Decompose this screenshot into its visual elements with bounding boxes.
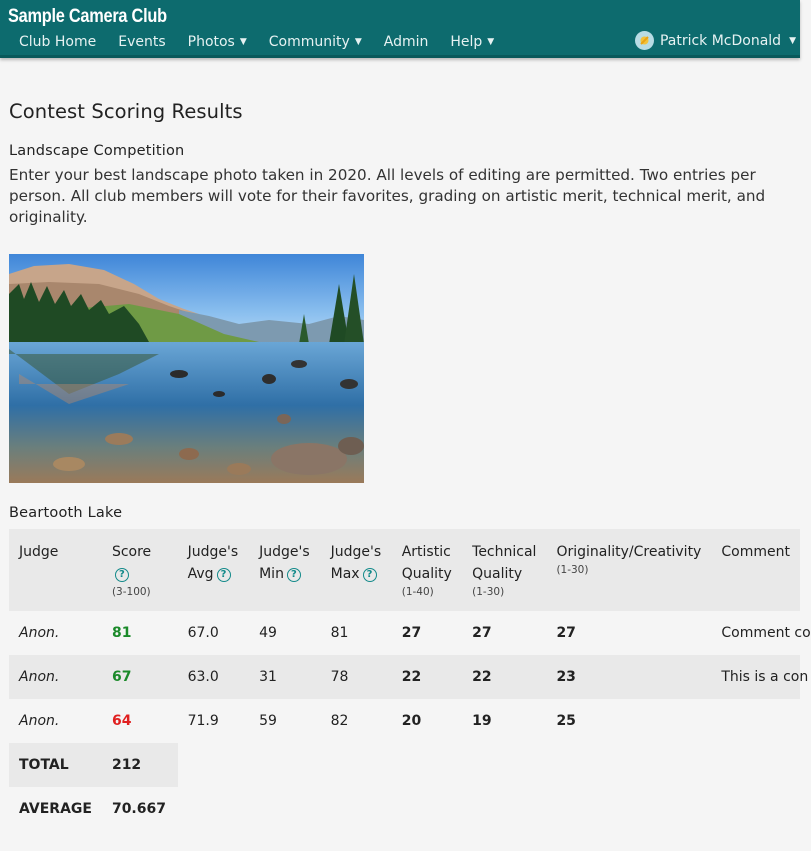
header-range: (1-30) [556, 564, 589, 576]
main-nav [8, 32, 505, 52]
header-label: Judge's Min [259, 544, 310, 582]
caret-down-icon: ▼ [354, 37, 362, 47]
top-navbar [0, 0, 800, 58]
cell-judge: Anon. [19, 625, 60, 641]
header-score [102, 529, 178, 611]
average-label: AVERAGE [19, 801, 92, 817]
nav-label: Club Home [19, 34, 97, 50]
cell-min: 49 [259, 625, 277, 641]
total-value: 212 [102, 743, 178, 787]
entry-title: Beartooth Lake [9, 505, 123, 521]
header-label: Technical [472, 544, 537, 560]
header-range: (3-100) [111, 586, 151, 598]
cell-avg: 67.0 [187, 625, 219, 641]
table-row [9, 699, 800, 743]
nav-label: Events [118, 34, 166, 50]
help-icon[interactable]: ? [217, 568, 231, 582]
header-label: Artistic [401, 544, 451, 560]
cell-score: 64 [111, 713, 132, 729]
nav-label: Admin [383, 34, 429, 50]
cell-technical: 22 [462, 655, 546, 699]
total-label: TOTAL [9, 743, 102, 787]
header-range: (1-40) [401, 586, 434, 598]
cell-artistic: 22 [392, 655, 462, 699]
cell-avg: 71.9 [187, 713, 219, 729]
cell-min: 59 [259, 713, 277, 729]
header-judge-min [249, 529, 321, 611]
user-menu[interactable] [635, 31, 796, 50]
cell-avg: 63.0 [178, 655, 250, 699]
cell-originality: 27 [556, 625, 576, 641]
scoring-table [9, 529, 811, 831]
header-technical [462, 529, 546, 611]
average-value: 70.667 [111, 801, 166, 817]
help-icon[interactable]: ? [287, 568, 301, 582]
cell-technical: 27 [472, 625, 492, 641]
table-row [9, 655, 800, 699]
avatar-icon [635, 31, 654, 50]
main-content [9, 100, 811, 831]
cell-score: 81 [111, 625, 132, 641]
header-label: Quality [401, 566, 452, 582]
header-label: Judge [19, 544, 59, 560]
header-artistic [392, 529, 462, 611]
nav-club-home[interactable] [8, 32, 107, 52]
competition-name: Landscape Competition [9, 143, 185, 159]
user-name: Patrick McDonald [659, 32, 782, 49]
help-icon[interactable]: ? [363, 568, 377, 582]
competition-description: Enter your best landscape photo taken in 2020. All levels of editing are permitted. Two entries per person. All club members will vote for their favorites, grading on artistic merit, technical merit, and originality. [9, 166, 766, 226]
cell-max: 81 [330, 625, 349, 641]
cell-technical: 19 [472, 713, 492, 729]
header-judge [9, 529, 102, 611]
header-judge-avg [178, 529, 250, 611]
caret-down-icon: ▼ [789, 35, 796, 46]
page-title: Contest Scoring Results [9, 100, 243, 123]
help-icon[interactable]: ? [115, 568, 129, 582]
cell-judge: Anon. [19, 713, 60, 729]
average-row [9, 787, 800, 831]
header-label: Quality [472, 566, 523, 582]
header-originality [546, 529, 711, 611]
header-label: Judge's Max [330, 544, 382, 582]
table-row [9, 611, 800, 655]
cell-originality: 25 [556, 713, 576, 729]
nav-photos[interactable] [177, 32, 258, 52]
nav-events[interactable] [107, 32, 176, 52]
header-label: Originality/Creativity [556, 544, 702, 560]
entry-photo[interactable] [9, 254, 364, 483]
nav-label: Help [450, 34, 483, 50]
header-range: (1-30) [472, 586, 505, 598]
cell-max: 78 [321, 655, 392, 699]
header-comment [711, 529, 800, 611]
nav-help[interactable] [439, 32, 505, 52]
cell-artistic: 20 [401, 713, 422, 729]
header-label: Score [111, 544, 152, 560]
cell-min: 31 [249, 655, 321, 699]
cell-comment: This is a con [711, 655, 800, 699]
brand-title[interactable]: Sample Camera Club [8, 6, 167, 27]
cell-comment [711, 699, 800, 743]
header-judge-max [321, 529, 392, 611]
header-label: Judge's Avg [187, 544, 239, 582]
header-label: Comment [721, 544, 790, 560]
caret-down-icon: ▼ [487, 37, 495, 47]
nav-label: Community [268, 34, 350, 50]
cell-score: 67 [102, 655, 178, 699]
nav-label: Photos [187, 34, 235, 50]
table-header-row [9, 529, 800, 611]
caret-down-icon: ▼ [239, 37, 247, 47]
cell-originality: 23 [546, 655, 711, 699]
cell-judge: Anon. [9, 655, 102, 699]
cell-comment: Comment co [721, 625, 811, 641]
total-row [9, 743, 800, 787]
cell-max: 82 [330, 713, 349, 729]
nav-community[interactable] [258, 32, 373, 52]
nav-admin[interactable] [373, 32, 440, 52]
cell-artistic: 27 [401, 625, 422, 641]
